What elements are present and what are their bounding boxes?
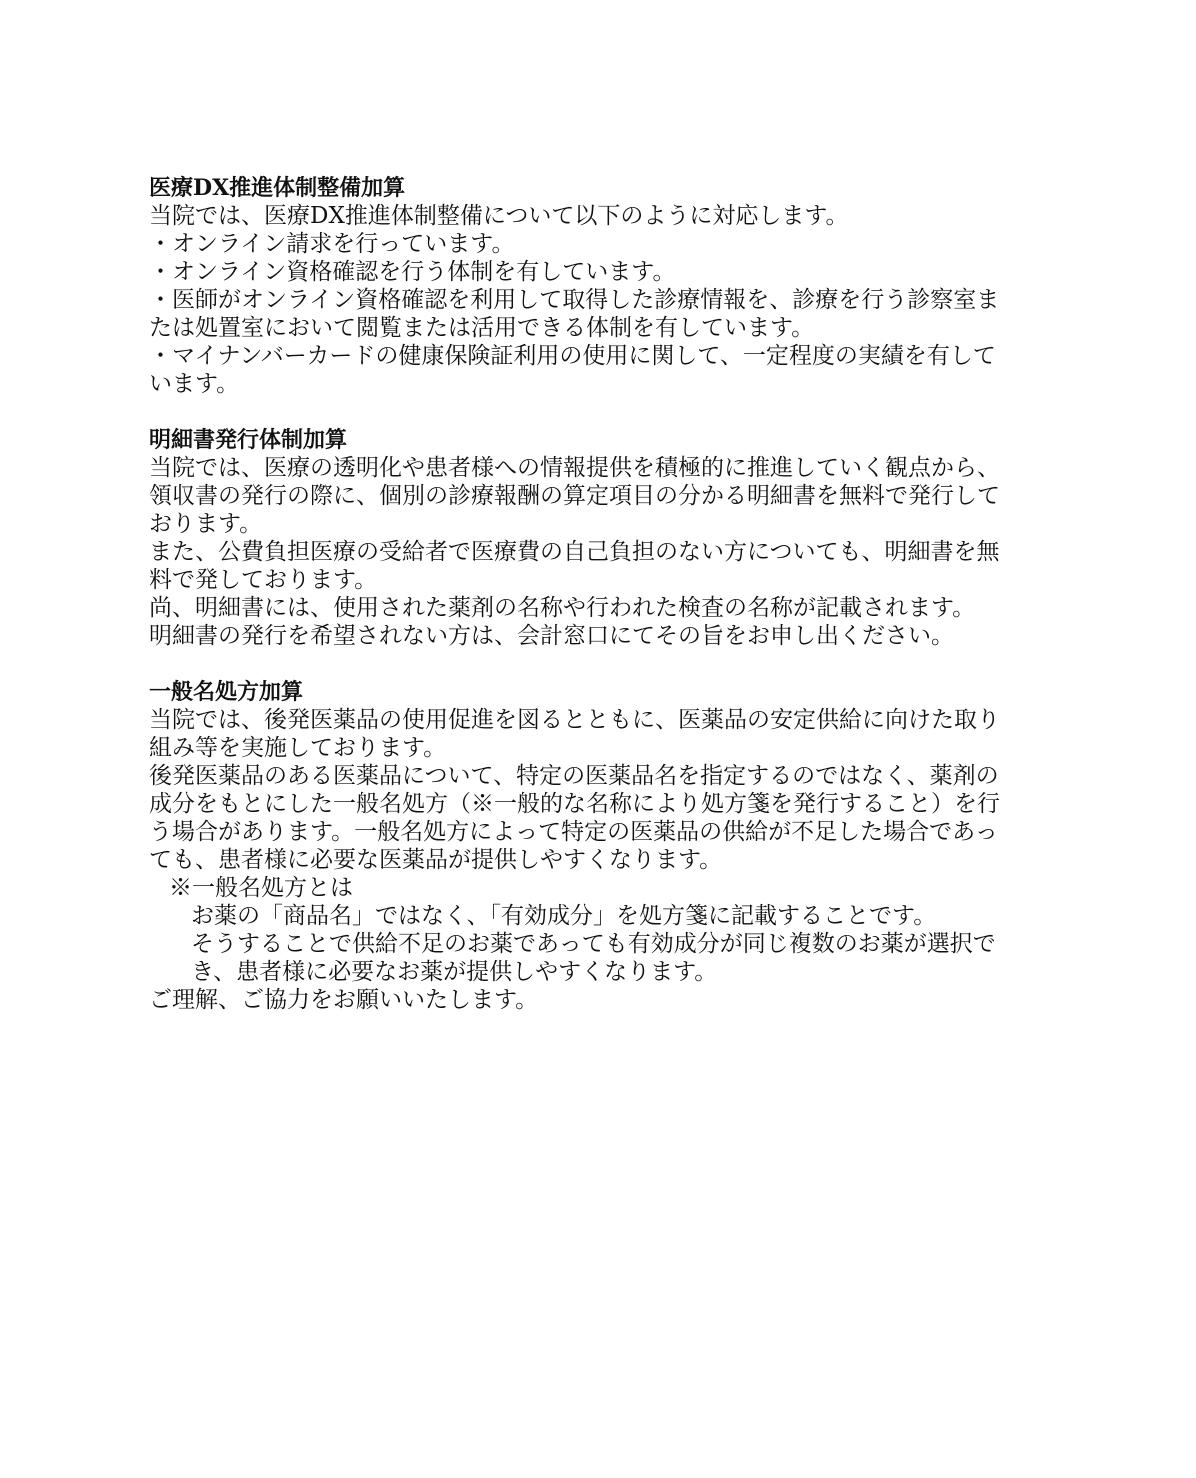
- paragraph: 明細書の発行を希望されない方は、会計窓口にてその旨をお申し出ください。: [149, 623, 954, 649]
- document-body: [149, 174, 1009, 1014]
- section-generic-prescription: [149, 678, 1009, 1014]
- closing-text: ご理解、ご協力をお願いいたします。: [149, 987, 539, 1013]
- paragraph: 当院では、後発医薬品の使用促進を図るとともに、医薬品の安定供給に向けた取り組み等を実施しております。: [149, 707, 1000, 761]
- section-heading: 一般名処方加算: [149, 679, 304, 705]
- paragraph: 尚、明細書には、使用された薬剤の名称や行われた検査の名称が記載されます。: [149, 595, 976, 621]
- section-heading: 医療DX推進体制整備加算: [149, 175, 406, 201]
- note-title: ※一般名処方とは: [169, 875, 353, 901]
- bullet-item: ・オンライン請求を行っています。: [149, 231, 515, 257]
- note-line: そうすることで供給不足のお薬であっても有効成分が同じ複数のお薬が選択でき、患者様に必要なお薬が提供しやすくなります。: [191, 931, 996, 985]
- section-medical-dx: [149, 174, 1009, 398]
- section-heading: 明細書発行体制加算: [149, 427, 348, 453]
- note-line: お薬の「商品名」ではなく、「有効成分」を処方箋に記載することです。: [191, 903, 937, 929]
- bullet-item: ・医師がオンライン資格確認を利用して取得した診療情報を、診療を行う診察室または処置室において閲覧または活用できる体制を有しています。: [149, 287, 1000, 341]
- paragraph: また、公費負担医療の受給者で医療費の自己負担のない方についても、明細書を無料で発しております。: [149, 539, 1000, 593]
- bullet-item: ・マイナンバーカードの健康保険証利用の使用に関して、一定程度の実績を有しています。: [149, 343, 996, 397]
- paragraph: 後発医薬品のある医薬品について、特定の医薬品名を指定するのではなく、薬剤の成分をもとにした一般名処方（※一般的な名称により処方箋を発行すること）を行う場合があります。一般名処方によって特定の医薬品の供給が不足した場合であっても、患者様に必要な医薬品が提供しやすくなります。: [149, 763, 1000, 873]
- paragraph: 当院では、医療の透明化や患者様への情報提供を積極的に推進していく観点から、領収書の発行の際に、個別の診療報酬の算定項目の分かる明細書を無料で発行しております。: [149, 455, 1000, 537]
- bullet-item: ・オンライン資格確認を行う体制を有しています。: [149, 259, 676, 285]
- paragraph: 当院では、医療DX推進体制整備について以下のように対応します。: [149, 203, 849, 229]
- section-itemized-statement: [149, 426, 1009, 650]
